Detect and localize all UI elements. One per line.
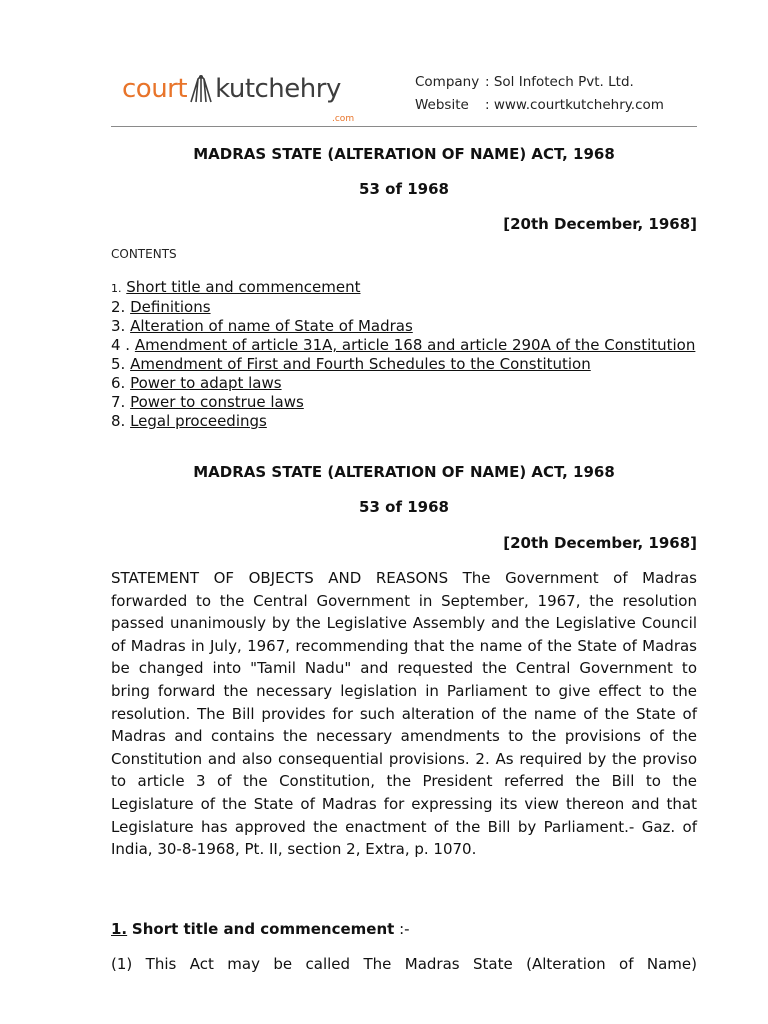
logo-court-text: court (122, 74, 188, 104)
toc-link[interactable]: Amendment of article 31A, article 168 and article 290A of the Constitution (134, 336, 696, 354)
toc-item (111, 412, 697, 431)
section-number[interactable]: 1. (111, 920, 128, 938)
toc-item (111, 355, 697, 374)
act-number-repeat: 53 of 1968 (359, 498, 449, 516)
document-page (111, 0, 697, 973)
logo-kutchehry-text: kutchehry (215, 74, 341, 104)
toc-item (111, 336, 697, 355)
toc-item (111, 393, 697, 412)
toc-item (111, 278, 697, 298)
statement-of-objects: STATEMENT OF OBJECTS AND REASONS The Government of Madras forwarded to the Central Government in September, 1967, the resolution passed unanimously by the Legislative Assembly and the Legislative Council of Madras in July, 1967, recommending that the name of the State of Madras be changed into "Tamil Nadu" and requested the Central Government to bring forward the necessary legislation in Parliament to give effect to the resolution. The Bill provides for such alteration of the name of the State of Madras and contains the necessary amendments to the provisions of the Constitution and also consequential provisions. 2. As required by the proviso to article 3 of the Constitution, the President referred the Bill to the Legislature of the State of Madras for expressing its view thereon and that Legislature has approved the enactment of the Bill by Parliament.- Gaz. of India, 30-8-1968, Pt. II, section 2, Extra, p. 1070. (111, 569, 697, 859)
website-value[interactable]: : www.courtkutchehry.com (485, 97, 664, 113)
toc-number: 6. (111, 374, 126, 392)
toc-number: 4 . (111, 336, 131, 354)
toc-link[interactable]: Short title and commencement (126, 278, 361, 296)
act-date: [20th December, 1968] (503, 215, 697, 233)
robed-figure-icon (187, 74, 215, 104)
toc-number: 8. (111, 412, 126, 430)
company-label: Company (415, 74, 480, 90)
toc-number: 3. (111, 317, 126, 335)
toc-item (111, 298, 697, 317)
courtkutchehry-logo (122, 74, 355, 124)
company-value: : Sol Infotech Pvt. Ltd. (485, 74, 634, 90)
toc-item (111, 374, 697, 393)
toc-link[interactable]: Amendment of First and Fourth Schedules to the Constitution (130, 355, 591, 373)
header-divider (111, 126, 697, 127)
toc-link[interactable]: Alteration of name of State of Madras (130, 317, 413, 335)
page-header (111, 0, 697, 126)
toc-number: 7. (111, 393, 126, 411)
toc-number: 5. (111, 355, 126, 373)
act-title-repeat: MADRAS STATE (ALTERATION OF NAME) ACT, 1968 (193, 463, 615, 481)
act-date-repeat: [20th December, 1968] (503, 534, 697, 552)
toc-link[interactable]: Definitions (130, 298, 211, 316)
section-title: Short title and commencement (131, 920, 395, 938)
section-1-heading (111, 918, 697, 940)
toc-item (111, 317, 697, 336)
toc-link[interactable]: Power to construe laws (130, 393, 304, 411)
toc-link[interactable]: Legal proceedings (130, 412, 267, 430)
section-suffix: :- (394, 920, 410, 938)
contents-heading: CONTENTS (111, 247, 177, 261)
act-number: 53 of 1968 (359, 180, 449, 198)
act-title: MADRAS STATE (ALTERATION OF NAME) ACT, 1968 (193, 145, 615, 163)
website-label: Website (415, 97, 469, 113)
section-1-clause-1: (1) This Act may be called The Madras State (Alteration of Name) (111, 955, 697, 973)
toc-number: 1. (111, 282, 122, 295)
toc-number: 2. (111, 298, 126, 316)
table-of-contents (111, 278, 697, 431)
toc-link[interactable]: Power to adapt laws (130, 374, 282, 392)
company-info (415, 71, 664, 117)
logo-dotcom-text: .com (332, 114, 355, 124)
